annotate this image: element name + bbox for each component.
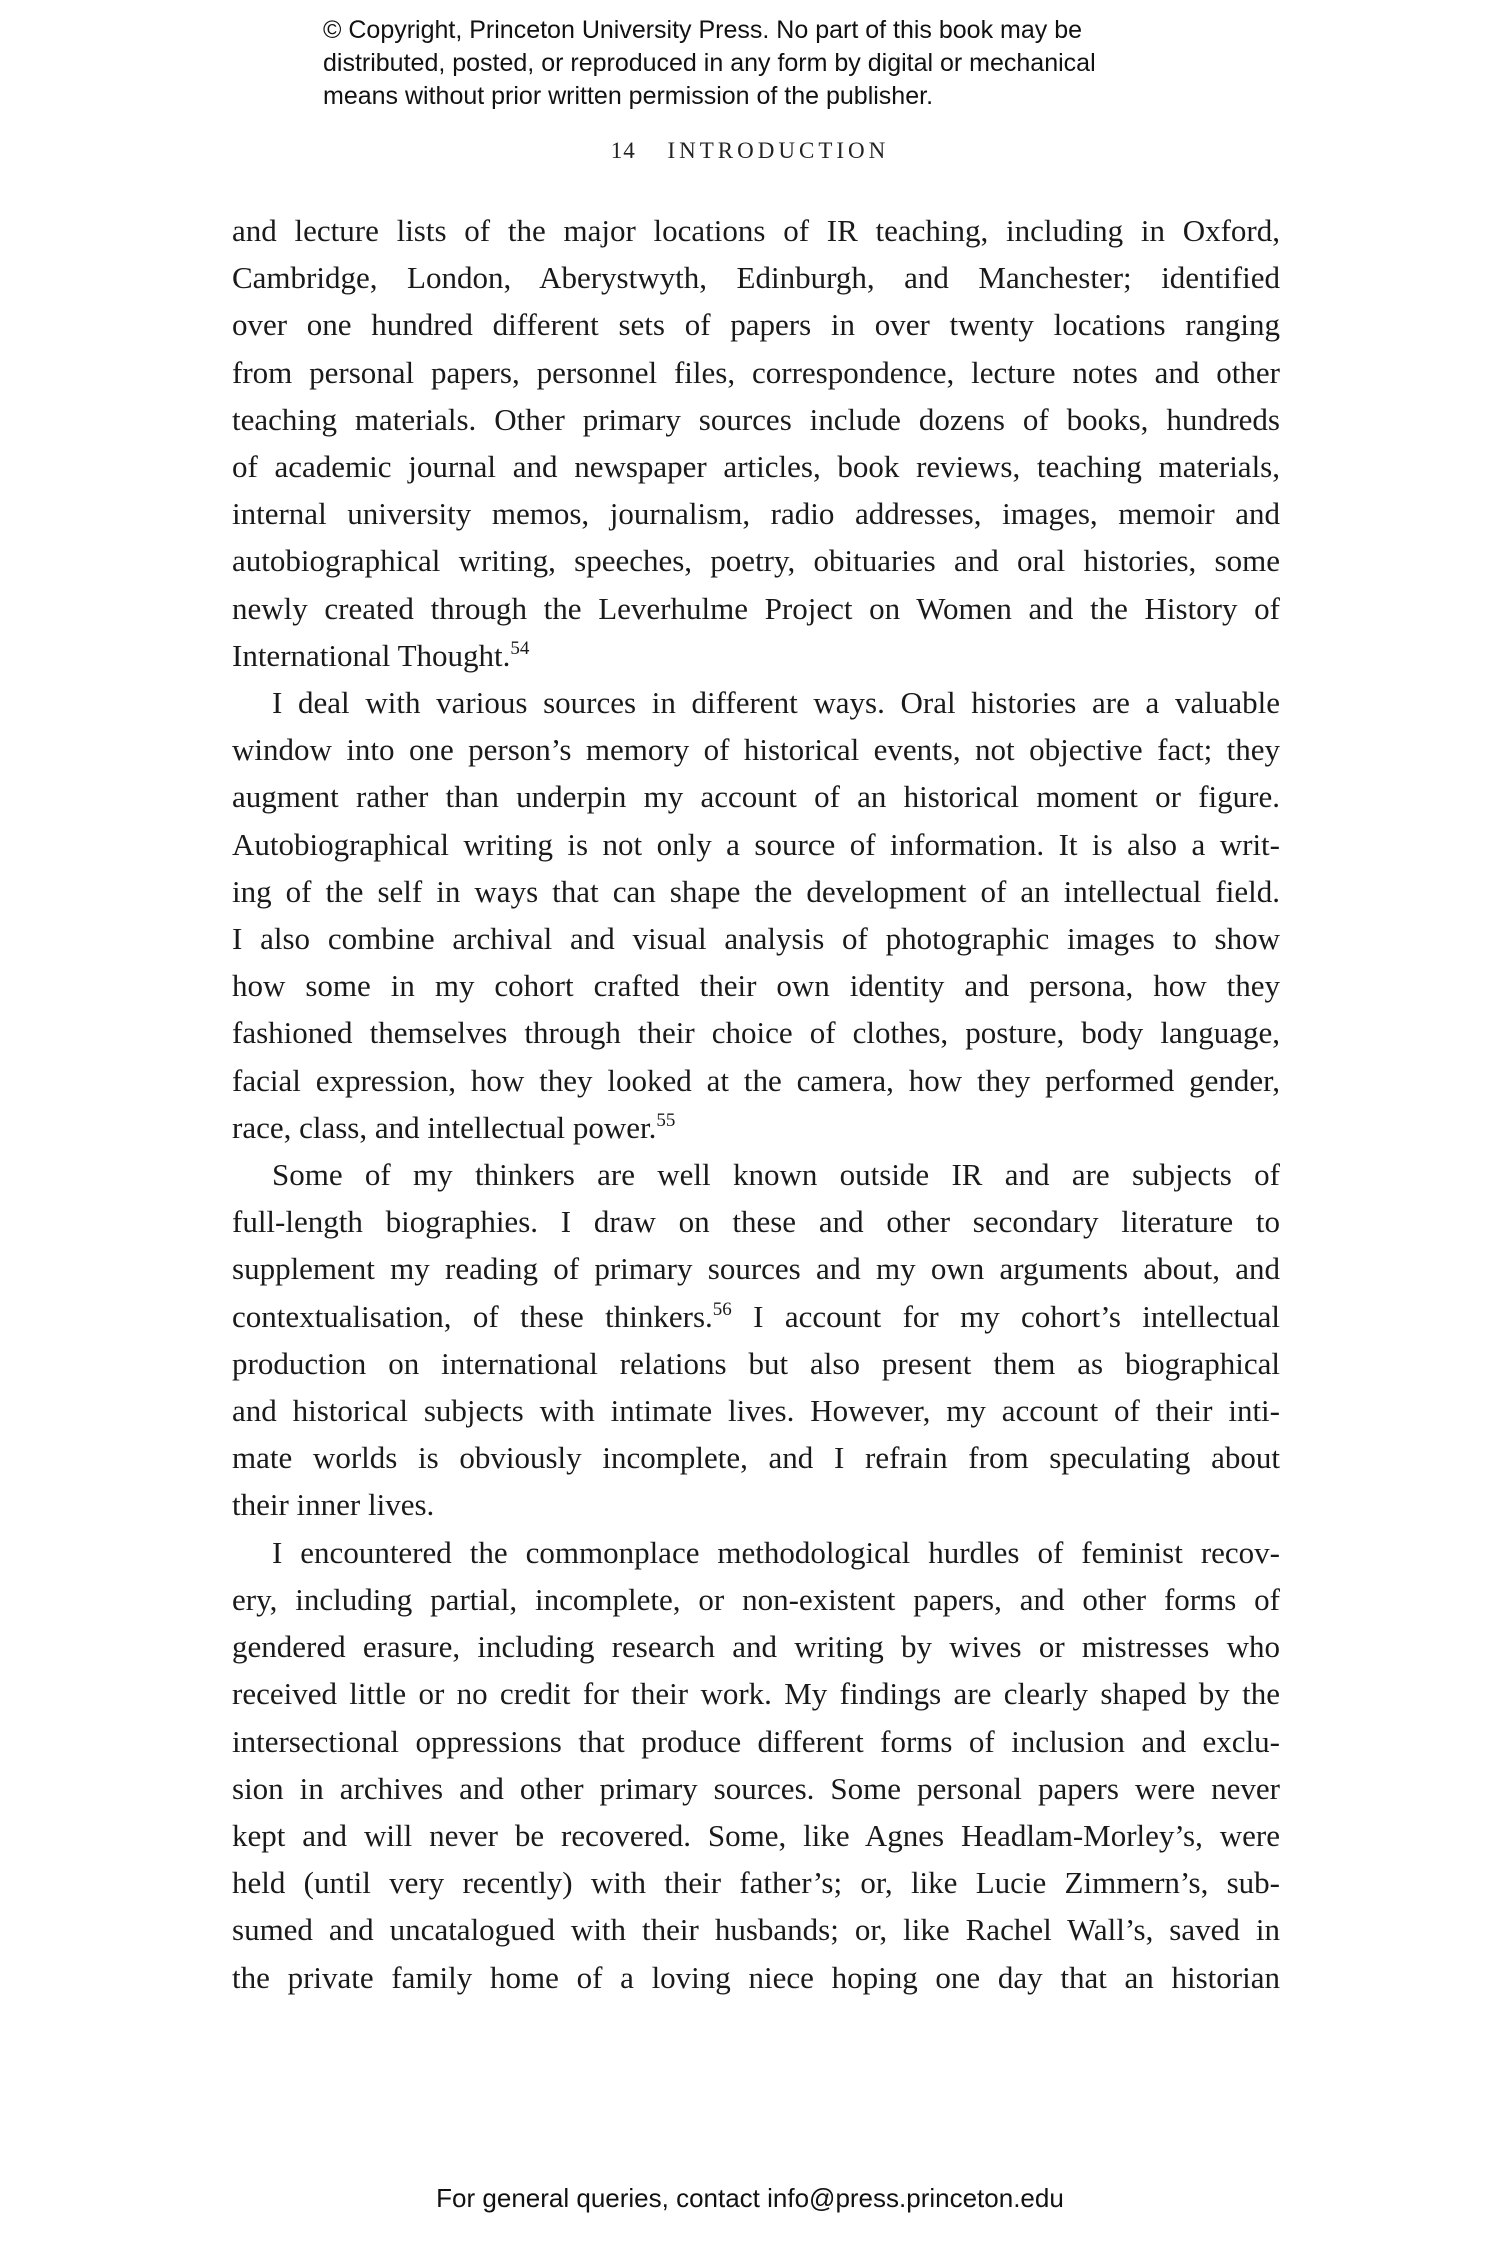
body-text [232,207,1280,2001]
text-line-last: their inner lives. [232,1487,435,1523]
text-line: of academic journal and newspaper articles, book reviews, teaching materials, [232,449,1280,485]
text-fragment: I account for my cohort’s intellectual [731,1298,1280,1334]
page-number: 14 [610,138,636,163]
text-line: gendered erasure, including research and writing by wives or mistresses who [232,1629,1280,1665]
text-line: held (until very recently) with their father’s; or, like Lucie Zimmern’s, sub- [232,1865,1280,1901]
text-line: kept and will never be recovered. Some, like Agnes Headlam-Morley’s, were [232,1817,1280,1853]
text-line: teaching materials. Other primary sources include dozens of books, hundreds [232,401,1280,437]
text-line: sumed and uncatalogued with their husbands; or, like Rachel Wall’s, saved in [232,1912,1280,1948]
text-line: full-length biographies. I draw on these and other secondary literature to [232,1204,1280,1240]
text-line-last [232,632,1280,679]
text-line: newly created through the Leverhulme Project on Women and the History of [232,590,1280,626]
text-line: the private family home of a loving niece hoping one day that an historian [232,1959,1280,1995]
text-line: ing of the self in ways that can shape the development of an intellectual field. [232,873,1280,909]
copyright-notice [323,14,1223,113]
section-title: INTRODUCTION [667,138,890,163]
text-line: Some of my thinkers are well known outside IR and are subjects of [272,1157,1280,1193]
text-line: Autobiographical writing is not only a source of information. It is also a writ- [232,826,1280,862]
text-line: supplement my reading of primary sources and my own arguments about, and [232,1251,1280,1287]
copyright-line: distributed, posted, or reproduced in any form by digital or mechanical [323,49,1096,77]
text-fragment: International Thought. [232,637,511,673]
paragraph [232,207,1280,679]
text-line: autobiographical writing, speeches, poetry, obituaries and oral histories, some [232,543,1280,579]
running-head [0,138,1500,164]
text-line: I deal with various sources in different ways. Oral histories are a valuable [272,685,1280,721]
copyright-line: © Copyright, Princeton University Press. No part of this book may be [323,16,1083,44]
text-fragment: contextualisation, of these thinkers. [232,1298,713,1334]
text-line: received little or no credit for their work. My findings are clearly shaped by the [232,1676,1280,1712]
text-line: ery, including partial, incomplete, or non-existent papers, and other forms of [232,1581,1280,1617]
text-line: mate worlds is obviously incomplete, and I refrain from speculating about [232,1440,1280,1476]
text-fragment: race, class, and intellectual power. [232,1109,657,1145]
text-line: from personal papers, personnel files, correspondence, lecture notes and other [232,354,1280,390]
text-line: augment rather than underpin my account of an historical moment or figure. [232,779,1280,815]
text-line: internal university memos, journalism, radio addresses, images, memoir and [232,496,1280,532]
paragraph [232,679,1280,1151]
text-line: intersectional oppressions that produce different forms of inclusion and exclu- [232,1723,1280,1759]
footnote-ref[interactable]: 55 [656,1109,676,1131]
text-line: sion in archives and other primary sources. Some personal papers were never [232,1770,1280,1806]
text-line: Cambridge, London, Aberystwyth, Edinburgh, and Manchester; identified [232,260,1280,296]
footnote-ref[interactable]: 56 [712,1298,732,1320]
footnote-ref[interactable]: 54 [510,637,530,659]
copyright-line: means without prior written permission of the publisher. [323,82,934,110]
text-line: window into one person’s memory of historical events, not objective fact; they [232,732,1280,768]
text-line: and historical subjects with intimate lives. However, my account of their inti- [232,1393,1280,1429]
text-line: how some in my cohort crafted their own identity and persona, how they [232,968,1280,1004]
text-line: and lecture lists of the major locations of IR teaching, including in Oxford, [232,213,1280,248]
text-line-last [232,1104,1280,1151]
text-line [232,1293,1280,1340]
text-line: fashioned themselves through their choice of clothes, posture, body language, [232,1015,1280,1051]
text-line: over one hundred different sets of papers in over twenty locations ranging [232,307,1280,343]
contact-footer: For general queries, contact info@press.princeton.edu [436,2183,1064,2213]
paragraph [232,1151,1280,1529]
text-line: facial expression, how they looked at the camera, how they performed gender, [232,1062,1280,1098]
text-line: production on international relations but also present them as biographical [232,1345,1280,1381]
paragraph [232,1529,1280,2001]
text-line: I encountered the commonplace methodological hurdles of feminist recov- [272,1534,1280,1570]
text-line: I also combine archival and visual analysis of photographic images to show [232,921,1280,957]
